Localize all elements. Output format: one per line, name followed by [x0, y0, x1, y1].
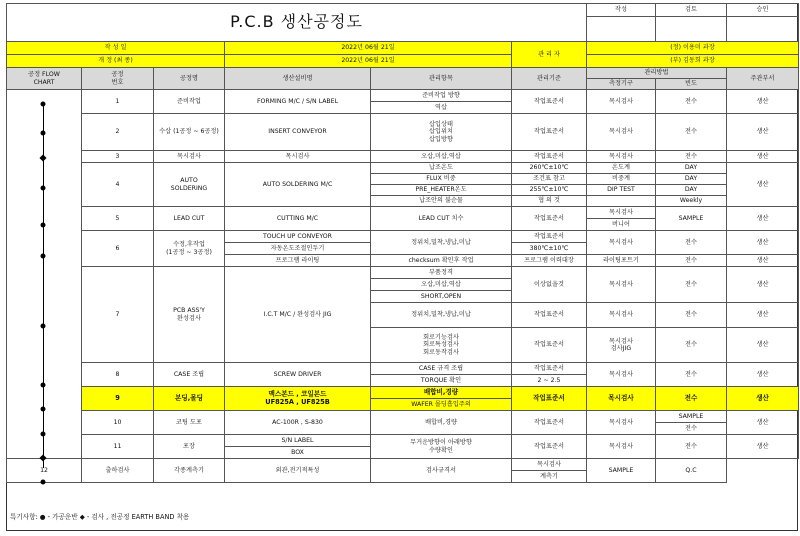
row-8-item-2: TORQUE 확인	[371, 375, 512, 387]
header-flow: 공정 FLOW CHART	[7, 68, 82, 90]
created-label: 작 성 일	[7, 42, 225, 55]
approval-approve-box	[727, 17, 799, 42]
row-10-name: 코팅 도포	[154, 411, 225, 435]
row-11-std: 작업표준서	[512, 435, 587, 459]
row-7-inst-3: 목시검사 검사JIG	[587, 328, 656, 363]
row-6-std-3: 프로그램 이력대장	[512, 255, 587, 267]
row-8-freq: 전수	[656, 363, 727, 387]
header-process: 공정명	[154, 68, 225, 90]
header-no: 공정 번호	[82, 68, 154, 90]
row-7-std-2: 작업표준서	[512, 303, 587, 328]
row-3-inst: 목시검사	[587, 151, 656, 163]
header-standard: 관리기준	[512, 68, 587, 90]
row-7-item-1: 부품정격	[371, 267, 512, 279]
row-10-freq-1: SAMPLE	[656, 411, 727, 423]
row-6-dept-1: 생산	[727, 231, 799, 255]
row-9-item-2: WAFER 몰딩흡입주의	[371, 399, 512, 411]
row-6-freq-2: 전수	[656, 255, 727, 267]
row-4-inst-1: 온도계	[587, 163, 656, 174]
row-6-std-2: 380℃±10℃	[512, 243, 587, 255]
row-7-freq-1: 전수	[656, 267, 727, 303]
row-4-std-3: 255℃±10℃	[512, 185, 587, 196]
row-9-no: 9	[82, 387, 154, 411]
row-7-name: PCB ASS'Y 완성검사	[154, 267, 225, 363]
row-11-inst: 목시검사	[587, 435, 656, 459]
row-11-freq: 전수	[656, 435, 727, 459]
row-8-dept: 생산	[727, 363, 799, 387]
row-4-std-2: 조건표 참고	[512, 174, 587, 185]
row-7-std-3: 작업표준서	[512, 328, 587, 363]
row-2-inst: 목시검사	[587, 114, 656, 151]
row-9-name: 본딩,몰딩	[154, 387, 225, 411]
row-9-equip: 맥스본드 , 코일본드 UF825A , UF825B	[225, 387, 371, 411]
row-1-item-2: 역삽	[371, 102, 512, 114]
row-10-items: 배합비,경량	[371, 411, 512, 435]
row-7-item-3: SHORT,OPEN	[371, 291, 512, 303]
row-8-std-1: 작업표준서	[512, 363, 587, 375]
row-5-std: 작업표준서	[512, 207, 587, 231]
row-8-inst: 목시검사	[587, 363, 656, 387]
row-4-item-1: 납조온도	[371, 163, 512, 174]
row-7-item-5: 회로기능검사 회로특성검사 회로동작검사	[371, 328, 512, 363]
row-5-no: 5	[82, 207, 154, 231]
row-12-name: 출하검사	[82, 459, 154, 483]
row-8-item-1: CASE 규격 조립	[371, 363, 512, 375]
row-7-equip: I.C.T M/C / 완성검사 JIG	[225, 267, 371, 363]
row-1-std: 작업표준서	[512, 90, 587, 114]
row-11-dept: 생산	[727, 435, 799, 459]
row-7-freq-3: 전수	[656, 328, 727, 363]
flow-dot-4	[41, 186, 46, 191]
row-6-std-1: 작업표준서	[512, 231, 587, 243]
row-6-dept-2: 생산	[727, 255, 799, 267]
row-5-inst-2: 버니어	[587, 219, 656, 231]
row-7-item-2: 오삽,미삽,역삽	[371, 279, 512, 291]
row-11-name: 포장	[154, 435, 225, 459]
special-note: 특기사항: ● - 가공운반 ◆ - 검사 , 전공정 EARTH BAND 착용	[10, 513, 190, 521]
row-5-name: LEAD CUT	[154, 207, 225, 231]
row-12-freq: SAMPLE	[587, 459, 656, 483]
manager-sub: (부) 김동희 과장	[587, 55, 799, 68]
flow-dot-7	[41, 324, 46, 329]
row-4-inst-3: DIP TEST	[587, 185, 656, 196]
header-dept: 주관부서	[727, 68, 799, 90]
row-12-inst-2: 계측기	[512, 471, 587, 483]
row-2-freq: 전수	[656, 114, 727, 151]
row-10-std: 작업표준서	[512, 411, 587, 435]
row-3-freq: 전수	[656, 151, 727, 163]
row-3-items: 오삽,미삽,역삽	[371, 151, 512, 163]
row-4-freq-1: DAY	[656, 163, 727, 174]
row-6-freq-1: 전수	[656, 231, 727, 255]
row-1-inst: 목시검사	[587, 90, 656, 114]
row-1-freq: 전수	[656, 90, 727, 114]
row-4-item-4: 납조안의 불순물	[371, 196, 512, 207]
row-2-std: 작업표준서	[512, 114, 587, 151]
row-2-items: 삽입상태 삽입위치 삽입방향	[371, 114, 512, 151]
manager-label: 관 리 자	[512, 42, 587, 68]
row-1-equip: FORMING M/C / S/N LABEL	[225, 90, 371, 114]
row-5-freq: SAMPLE	[656, 207, 727, 231]
flow-dot-1	[41, 102, 46, 107]
row-7-dept-2: 생산	[727, 303, 799, 328]
row-3-name: 목시검사	[154, 151, 225, 163]
approval-review-label: 검토	[656, 4, 727, 17]
row-4-inst-2: 비중계	[587, 174, 656, 185]
row-12-std: 검사규격서	[371, 459, 512, 483]
row-11-equip-1: S/N LABEL	[225, 435, 371, 447]
row-6-equip-3: 프로그램 라이팅	[225, 255, 371, 267]
row-6-no: 6	[82, 231, 154, 267]
header-frequency: 빈도	[656, 79, 727, 90]
row-4-std-4: 협 의 것	[512, 196, 587, 207]
row-10-dept: 생산	[727, 411, 799, 435]
row-6-item-2: checksum 확인후 작업	[371, 255, 512, 267]
row-4-name: AUTO SOLDERING	[154, 163, 225, 207]
row-5-inst-1: 목시검사	[587, 207, 656, 219]
row-4-dept: 생산	[727, 163, 799, 207]
flow-dot-6	[41, 254, 46, 259]
row-3-std: 작업표준서	[512, 151, 587, 163]
approval-write-box	[587, 17, 656, 42]
row-7-freq-2: 전수	[656, 303, 727, 328]
row-10-freq-2: 전수	[656, 423, 727, 435]
row-4-equip: AUTO SOLDERING M/C	[225, 163, 371, 207]
row-1-dept: 생산	[727, 90, 799, 114]
header-method: 관리방법	[587, 68, 727, 79]
row-5-dept: 생산	[727, 207, 799, 231]
row-2-equip: INSERT CONVEYOR	[225, 114, 371, 151]
row-5-items: LEAD CUT 치수	[371, 207, 512, 231]
created-date: 2022년 06월 21일	[225, 42, 512, 55]
row-7-std-1: 이상없을것	[512, 267, 587, 303]
row-6-equip-1: TOUCH UP CONVEYOR	[225, 231, 371, 243]
row-4-freq-4: Weekly	[656, 196, 727, 207]
row-7-dept-1: 생산	[727, 267, 799, 303]
row-4-inst-4	[587, 196, 656, 207]
flow-dot-12	[41, 480, 46, 485]
row-11-no: 11	[82, 435, 154, 459]
row-12-dept: Q.C	[656, 459, 727, 483]
row-8-name: CASE 조립	[154, 363, 225, 387]
revised-date: 2022년 06월 21일	[225, 55, 512, 68]
row-6-name: 수정,후작업 (1공정 ~ 3공정)	[154, 231, 225, 267]
row-2-name: 수삽 (1공정 ~ 6공정)	[154, 114, 225, 151]
row-11-equip-2: BOX	[225, 447, 371, 459]
row-4-freq-3: DAY	[656, 185, 727, 196]
row-9-freq: 전수	[656, 387, 727, 411]
row-8-std-2: 2 ~ 2.5	[512, 375, 587, 387]
row-1-item-1: 준비작업 방향	[371, 90, 512, 102]
row-3-dept: 생산	[727, 151, 799, 163]
page-title: P.C.B 생산공정도	[7, 4, 587, 42]
row-8-no: 8	[82, 363, 154, 387]
row-10-inst: 목시검사	[587, 411, 656, 435]
flow-dot-8	[41, 383, 46, 388]
row-9-dept: 생산	[727, 387, 799, 411]
revised-label: 개 정 (최 종)	[7, 55, 225, 68]
row-1-name: 준비작업	[154, 90, 225, 114]
flow-dot-10	[41, 432, 46, 437]
row-10-equip: AC-100R , S-830	[225, 411, 371, 435]
row-12-inst-1: 목시검사	[512, 459, 587, 471]
row-7-no: 7	[82, 267, 154, 363]
row-7-item-4: 정위치,밀착,냉납,미납	[371, 303, 512, 328]
row-2-dept: 생산	[727, 114, 799, 151]
row-6-inst-2: 라이팅포트기	[587, 255, 656, 267]
approval-review-box	[656, 17, 727, 42]
row-5-equip: CUTTING M/C	[225, 207, 371, 231]
row-12-items: 외관,전기적특성	[225, 459, 371, 483]
row-11-items: 무거운방향이 아래방향 수량확인	[371, 435, 512, 459]
row-7-inst-2: 목시검사	[587, 303, 656, 328]
row-7-inst-1: 목시검사	[587, 267, 656, 303]
row-6-item-1: 정위치,밀착,냉납,미납	[371, 231, 512, 255]
process-table	[6, 3, 799, 483]
row-4-std-1: 260℃±10℃	[512, 163, 587, 174]
row-4-no: 4	[82, 163, 154, 207]
approval-write-label: 작성	[587, 4, 656, 17]
row-4-freq-2: DAY	[656, 174, 727, 185]
row-10-no: 10	[82, 411, 154, 435]
flow-dot-9	[41, 407, 46, 412]
header-instrument: 측정기구	[587, 79, 656, 90]
row-12-equip: 각종계측기	[154, 459, 225, 483]
header-equipment: 생산설비명	[225, 68, 371, 90]
row-2-no: 2	[82, 114, 154, 151]
flow-chart-column	[7, 90, 82, 459]
row-12-no: 12	[7, 459, 82, 483]
row-7-dept-3: 생산	[727, 328, 799, 363]
row-9-inst: 목시검사	[587, 387, 656, 411]
row-9-std: 작업표준서	[512, 387, 587, 411]
row-6-equip-2: 자동온도조절인두기	[225, 243, 371, 255]
row-9-item-1: 배합비,경량	[371, 387, 512, 399]
approval-approve-label: 승인	[727, 4, 799, 17]
header-items: 관리항목	[371, 68, 512, 90]
row-4-item-2: FLUX 비중	[371, 174, 512, 185]
manager-primary: (정) 이용미 과장	[587, 42, 799, 55]
row-4-item-3: PRE_HEATER온도	[371, 185, 512, 196]
flow-dot-2	[41, 131, 46, 136]
row-6-inst-1: 목시검사	[587, 231, 656, 255]
row-3-no: 3	[82, 151, 154, 163]
row-3-equip: 목시검사	[225, 151, 371, 163]
flow-dot-5	[41, 223, 46, 228]
row-1-no: 1	[82, 90, 154, 114]
row-8-equip: SCREW DRIVER	[225, 363, 371, 387]
